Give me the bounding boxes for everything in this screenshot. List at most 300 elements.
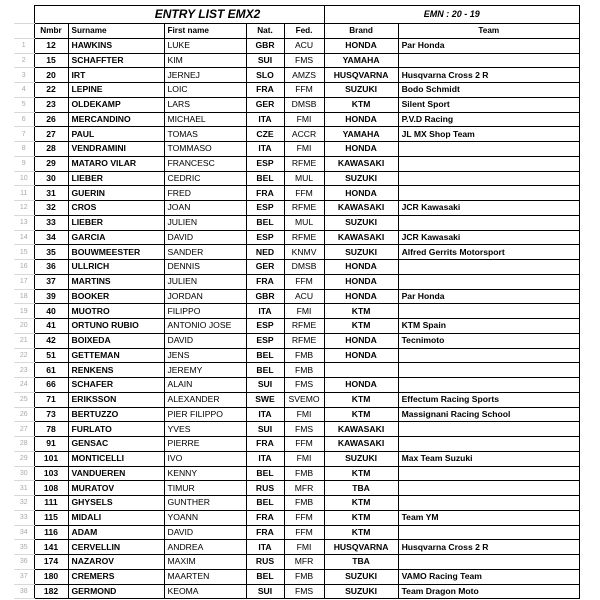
team-name: Silent Sport: [398, 97, 579, 112]
table-row: [14, 319, 580, 334]
bike-brand: SUZUKI: [324, 569, 398, 584]
header-surname: Surname: [68, 24, 164, 39]
table-row: [14, 555, 580, 570]
rider-nationality: ESP: [246, 333, 284, 348]
rider-first-name: MAXIM: [164, 555, 246, 570]
rider-nationality: BEL: [246, 466, 284, 481]
rider-first-name: KIM: [164, 53, 246, 68]
rider-nationality: ESP: [246, 230, 284, 245]
header-first-name: First name: [164, 24, 246, 39]
table-row: [14, 112, 580, 127]
rider-number: 26: [34, 112, 68, 127]
rider-surname: MIDALI: [68, 510, 164, 525]
row-index: 35: [14, 540, 34, 555]
bike-brand: KTM: [324, 392, 398, 407]
table-row: [14, 407, 580, 422]
rider-number: 39: [34, 289, 68, 304]
row-index: 13: [14, 215, 34, 230]
table-row: [14, 274, 580, 289]
row-number-header-blank: [14, 24, 34, 39]
bike-brand: KTM: [324, 496, 398, 511]
rider-federation: FFM: [284, 83, 324, 98]
rider-federation: RFME: [284, 230, 324, 245]
header-team: Team: [398, 24, 579, 39]
rider-number: 31: [34, 186, 68, 201]
team-name: [398, 437, 579, 452]
rider-federation: FMB: [284, 569, 324, 584]
table-row: [14, 392, 580, 407]
team-name: [398, 466, 579, 481]
rider-nationality: GBR: [246, 38, 284, 53]
rider-first-name: FRED: [164, 186, 246, 201]
row-index: 38: [14, 584, 34, 599]
rider-surname: MURATOV: [68, 481, 164, 496]
row-index: 23: [14, 363, 34, 378]
rider-nationality: RUS: [246, 555, 284, 570]
table-row: [14, 68, 580, 83]
rider-federation: FMB: [284, 363, 324, 378]
rider-number: 108: [34, 481, 68, 496]
rider-number: 61: [34, 363, 68, 378]
bike-brand: SUZUKI: [324, 215, 398, 230]
rider-first-name: MICHAEL: [164, 112, 246, 127]
rider-nationality: FRA: [246, 83, 284, 98]
bike-brand: HONDA: [324, 378, 398, 393]
bike-brand: TBA: [324, 481, 398, 496]
table-row: [14, 451, 580, 466]
rider-federation: SVEMO: [284, 392, 324, 407]
team-name: Team YM: [398, 510, 579, 525]
rider-federation: FMB: [284, 466, 324, 481]
rider-surname: RENKENS: [68, 363, 164, 378]
rider-surname: BOOKER: [68, 289, 164, 304]
team-name: [398, 422, 579, 437]
row-index: 3: [14, 68, 34, 83]
sheet-title: ENTRY LIST EMX2: [34, 6, 324, 24]
row-index: 5: [14, 97, 34, 112]
emn-label: EMN : 20 - 19: [324, 6, 579, 24]
rider-first-name: JOAN: [164, 201, 246, 216]
rider-federation: MFR: [284, 481, 324, 496]
rider-number: 78: [34, 422, 68, 437]
table-row: [14, 38, 580, 53]
team-name: JCR Kawasaki: [398, 201, 579, 216]
rider-surname: BERTUZZO: [68, 407, 164, 422]
row-index: 28: [14, 437, 34, 452]
rider-federation: FFM: [284, 437, 324, 452]
rider-first-name: KENNY: [164, 466, 246, 481]
team-name: [398, 363, 579, 378]
table-row: [14, 540, 580, 555]
team-name: KTM Spain: [398, 319, 579, 334]
rider-number: 182: [34, 584, 68, 599]
rider-federation: FMI: [284, 451, 324, 466]
team-name: [398, 304, 579, 319]
table-row: [14, 260, 580, 275]
rider-federation: RFME: [284, 319, 324, 334]
rider-first-name: CEDRIC: [164, 171, 246, 186]
rider-federation: FMI: [284, 142, 324, 157]
header-brand: Brand: [324, 24, 398, 39]
team-name: Bodo Schmidt: [398, 83, 579, 98]
rider-surname: BOUWMEESTER: [68, 245, 164, 260]
rider-surname: GERMOND: [68, 584, 164, 599]
rider-first-name: PIERRE: [164, 437, 246, 452]
rider-federation: FMS: [284, 53, 324, 68]
header-fed: Fed.: [284, 24, 324, 39]
rider-federation: KNMV: [284, 245, 324, 260]
table-row: [14, 437, 580, 452]
rider-number: 30: [34, 171, 68, 186]
team-name: Par Honda: [398, 38, 579, 53]
table-row: [14, 496, 580, 511]
rider-surname: OLDEKAMP: [68, 97, 164, 112]
bike-brand: HONDA: [324, 260, 398, 275]
bike-brand: KTM: [324, 304, 398, 319]
row-index: 32: [14, 496, 34, 511]
table-row: [14, 97, 580, 112]
team-name: Team Dragon Moto: [398, 584, 579, 599]
team-name: [398, 378, 579, 393]
rider-number: 20: [34, 68, 68, 83]
rider-number: 180: [34, 569, 68, 584]
rider-federation: RFME: [284, 333, 324, 348]
bike-brand: HONDA: [324, 348, 398, 363]
rider-nationality: NED: [246, 245, 284, 260]
rider-number: 111: [34, 496, 68, 511]
rider-federation: FMI: [284, 112, 324, 127]
rider-surname: MARTINS: [68, 274, 164, 289]
rider-first-name: TOMAS: [164, 127, 246, 142]
rider-first-name: DAVID: [164, 525, 246, 540]
team-name: [398, 53, 579, 68]
rider-surname: MONTICELLI: [68, 451, 164, 466]
rider-federation: FMS: [284, 378, 324, 393]
row-index: 16: [14, 260, 34, 275]
rider-surname: HAWKINS: [68, 38, 164, 53]
row-index: 21: [14, 333, 34, 348]
rider-number: 34: [34, 230, 68, 245]
rider-number: 22: [34, 83, 68, 98]
table-row: [14, 481, 580, 496]
rider-nationality: ITA: [246, 451, 284, 466]
rider-nationality: BEL: [246, 171, 284, 186]
bike-brand: YAMAHA: [324, 53, 398, 68]
rider-first-name: LUKE: [164, 38, 246, 53]
rider-federation: FFM: [284, 510, 324, 525]
rider-federation: FMI: [284, 304, 324, 319]
rider-number: 33: [34, 215, 68, 230]
rider-first-name: FILIPPO: [164, 304, 246, 319]
rider-surname: CROS: [68, 201, 164, 216]
rider-nationality: ESP: [246, 319, 284, 334]
rider-surname: IRT: [68, 68, 164, 83]
table-row: [14, 363, 580, 378]
row-index: 22: [14, 348, 34, 363]
rider-nationality: ESP: [246, 156, 284, 171]
rider-federation: FFM: [284, 525, 324, 540]
row-number-header-blank: [14, 6, 34, 24]
table-row: [14, 142, 580, 157]
team-name: Effectum Racing Sports: [398, 392, 579, 407]
rider-number: 174: [34, 555, 68, 570]
rider-first-name: PIER FILIPPO: [164, 407, 246, 422]
rider-number: 32: [34, 201, 68, 216]
bike-brand: KTM: [324, 510, 398, 525]
table-row: [14, 53, 580, 68]
rider-surname: GHYSELS: [68, 496, 164, 511]
team-name: Husqvarna Cross 2 R: [398, 68, 579, 83]
row-index: 25: [14, 392, 34, 407]
column-header-row: [14, 24, 580, 39]
rider-nationality: ITA: [246, 540, 284, 555]
rider-number: 66: [34, 378, 68, 393]
entry-list-table: [14, 5, 580, 599]
rider-first-name: LARS: [164, 97, 246, 112]
bike-brand: KTM: [324, 407, 398, 422]
team-name: [398, 215, 579, 230]
rider-first-name: ALAIN: [164, 378, 246, 393]
table-row: [14, 289, 580, 304]
rider-nationality: SUI: [246, 422, 284, 437]
rider-surname: LEPINE: [68, 83, 164, 98]
rider-nationality: CZE: [246, 127, 284, 142]
rider-nationality: FRA: [246, 437, 284, 452]
table-row: [14, 201, 580, 216]
rider-number: 51: [34, 348, 68, 363]
rider-number: 12: [34, 38, 68, 53]
rider-nationality: FRA: [246, 186, 284, 201]
rider-nationality: FRA: [246, 274, 284, 289]
rider-surname: SCHAFER: [68, 378, 164, 393]
rider-number: 103: [34, 466, 68, 481]
team-name: VAMO Racing Team: [398, 569, 579, 584]
rider-first-name: YVES: [164, 422, 246, 437]
bike-brand: HUSQVARNA: [324, 540, 398, 555]
rider-first-name: TIMUR: [164, 481, 246, 496]
rider-first-name: DAVID: [164, 230, 246, 245]
title-row: [14, 6, 580, 24]
rider-surname: GENSAC: [68, 437, 164, 452]
row-index: 30: [14, 466, 34, 481]
row-index: 18: [14, 289, 34, 304]
rider-nationality: BEL: [246, 348, 284, 363]
team-name: Tecnimoto: [398, 333, 579, 348]
table-row: [14, 378, 580, 393]
row-index: 37: [14, 569, 34, 584]
row-index: 12: [14, 201, 34, 216]
rider-nationality: ITA: [246, 407, 284, 422]
rider-first-name: JULIEN: [164, 274, 246, 289]
rider-first-name: JERNEJ: [164, 68, 246, 83]
rider-surname: ADAM: [68, 525, 164, 540]
rider-federation: AMZS: [284, 68, 324, 83]
rider-number: 41: [34, 319, 68, 334]
rider-surname: VENDRAMINI: [68, 142, 164, 157]
table-row: [14, 304, 580, 319]
bike-brand: KTM: [324, 525, 398, 540]
rider-number: 27: [34, 127, 68, 142]
team-name: [398, 481, 579, 496]
rider-first-name: LOIC: [164, 83, 246, 98]
rider-surname: VANDUEREN: [68, 466, 164, 481]
rider-surname: FURLATO: [68, 422, 164, 437]
rider-first-name: JEREMY: [164, 363, 246, 378]
bike-brand: SUZUKI: [324, 83, 398, 98]
team-name: [398, 274, 579, 289]
bike-brand: SUZUKI: [324, 584, 398, 599]
team-name: [398, 260, 579, 275]
table-row: [14, 245, 580, 260]
rider-nationality: BEL: [246, 569, 284, 584]
table-row: [14, 584, 580, 599]
table-row: [14, 348, 580, 363]
bike-brand: HONDA: [324, 186, 398, 201]
rider-number: 91: [34, 437, 68, 452]
table-row: [14, 171, 580, 186]
row-index: 1: [14, 38, 34, 53]
team-name: [398, 525, 579, 540]
team-name: [398, 171, 579, 186]
rider-federation: MFR: [284, 555, 324, 570]
rider-federation: FFM: [284, 274, 324, 289]
rider-federation: FMS: [284, 584, 324, 599]
rider-first-name: ANDREA: [164, 540, 246, 555]
rider-first-name: JORDAN: [164, 289, 246, 304]
rider-first-name: TOMMASO: [164, 142, 246, 157]
bike-brand: HONDA: [324, 274, 398, 289]
rider-number: 42: [34, 333, 68, 348]
rider-surname: MATARO VILAR: [68, 156, 164, 171]
bike-brand: KAWASAKI: [324, 201, 398, 216]
header-nat: Nat.: [246, 24, 284, 39]
rider-number: 29: [34, 156, 68, 171]
rider-surname: ULLRICH: [68, 260, 164, 275]
team-name: Max Team Suzuki: [398, 451, 579, 466]
rider-first-name: SANDER: [164, 245, 246, 260]
team-name: Alfred Gerrits Motorsport: [398, 245, 579, 260]
rider-surname: LIEBER: [68, 215, 164, 230]
rider-number: 15: [34, 53, 68, 68]
rider-first-name: IVO: [164, 451, 246, 466]
row-index: 19: [14, 304, 34, 319]
row-index: 36: [14, 555, 34, 570]
rider-first-name: JENS: [164, 348, 246, 363]
row-index: 10: [14, 171, 34, 186]
rider-surname: ORTUNO RUBIO: [68, 319, 164, 334]
rider-first-name: DENNIS: [164, 260, 246, 275]
rider-federation: ACU: [284, 38, 324, 53]
rider-first-name: DAVID: [164, 333, 246, 348]
row-index: 2: [14, 53, 34, 68]
bike-brand: KAWASAKI: [324, 230, 398, 245]
rider-surname: LIEBER: [68, 171, 164, 186]
rider-nationality: ESP: [246, 201, 284, 216]
table-row: [14, 215, 580, 230]
row-index: 31: [14, 481, 34, 496]
row-index: 34: [14, 525, 34, 540]
row-index: 14: [14, 230, 34, 245]
row-index: 6: [14, 112, 34, 127]
rider-nationality: SLO: [246, 68, 284, 83]
team-name: Husqvarna Cross 2 R: [398, 540, 579, 555]
rider-number: 37: [34, 274, 68, 289]
rider-surname: CERVELLIN: [68, 540, 164, 555]
team-name: [398, 348, 579, 363]
rider-nationality: SUI: [246, 584, 284, 599]
row-index: 33: [14, 510, 34, 525]
table-row: [14, 466, 580, 481]
bike-brand: SUZUKI: [324, 171, 398, 186]
table-row: [14, 333, 580, 348]
bike-brand: KTM: [324, 466, 398, 481]
rider-federation: DMSB: [284, 97, 324, 112]
rider-surname: GETTEMAN: [68, 348, 164, 363]
table-row: [14, 230, 580, 245]
row-index: 26: [14, 407, 34, 422]
rider-number: 23: [34, 97, 68, 112]
rider-nationality: GBR: [246, 289, 284, 304]
bike-brand: SUZUKI: [324, 451, 398, 466]
team-name: P.V.D Racing: [398, 112, 579, 127]
rider-federation: RFME: [284, 201, 324, 216]
rider-surname: SCHAFFTER: [68, 53, 164, 68]
bike-brand: HUSQVARNA: [324, 68, 398, 83]
bike-brand: SUZUKI: [324, 245, 398, 260]
rider-first-name: GUNTHER: [164, 496, 246, 511]
rider-federation: FMI: [284, 407, 324, 422]
table-row: [14, 525, 580, 540]
rider-federation: ACCR: [284, 127, 324, 142]
rider-nationality: GER: [246, 260, 284, 275]
table-row: [14, 127, 580, 142]
rider-number: 40: [34, 304, 68, 319]
rider-federation: MUL: [284, 215, 324, 230]
rider-federation: FMS: [284, 422, 324, 437]
row-index: 7: [14, 127, 34, 142]
rider-first-name: KEOMA: [164, 584, 246, 599]
row-index: 4: [14, 83, 34, 98]
team-name: [398, 555, 579, 570]
rider-surname: ERIKSSON: [68, 392, 164, 407]
rider-number: 71: [34, 392, 68, 407]
rider-surname: GUERIN: [68, 186, 164, 201]
table-row: [14, 156, 580, 171]
rider-first-name: FRANCESC: [164, 156, 246, 171]
bike-brand: [324, 363, 398, 378]
rider-surname: BOIXEDA: [68, 333, 164, 348]
rider-surname: NAZAROV: [68, 555, 164, 570]
rider-first-name: JULIEN: [164, 215, 246, 230]
table-row: [14, 510, 580, 525]
rider-number: 73: [34, 407, 68, 422]
bike-brand: HONDA: [324, 112, 398, 127]
table-row: [14, 186, 580, 201]
table-row: [14, 422, 580, 437]
rider-number: 115: [34, 510, 68, 525]
row-index: 29: [14, 451, 34, 466]
bike-brand: HONDA: [324, 142, 398, 157]
bike-brand: KTM: [324, 97, 398, 112]
team-name: [398, 156, 579, 171]
row-index: 17: [14, 274, 34, 289]
bike-brand: KTM: [324, 319, 398, 334]
team-name: [398, 186, 579, 201]
rider-nationality: ITA: [246, 304, 284, 319]
rider-surname: CREMERS: [68, 569, 164, 584]
rider-number: 35: [34, 245, 68, 260]
rider-federation: FMB: [284, 348, 324, 363]
